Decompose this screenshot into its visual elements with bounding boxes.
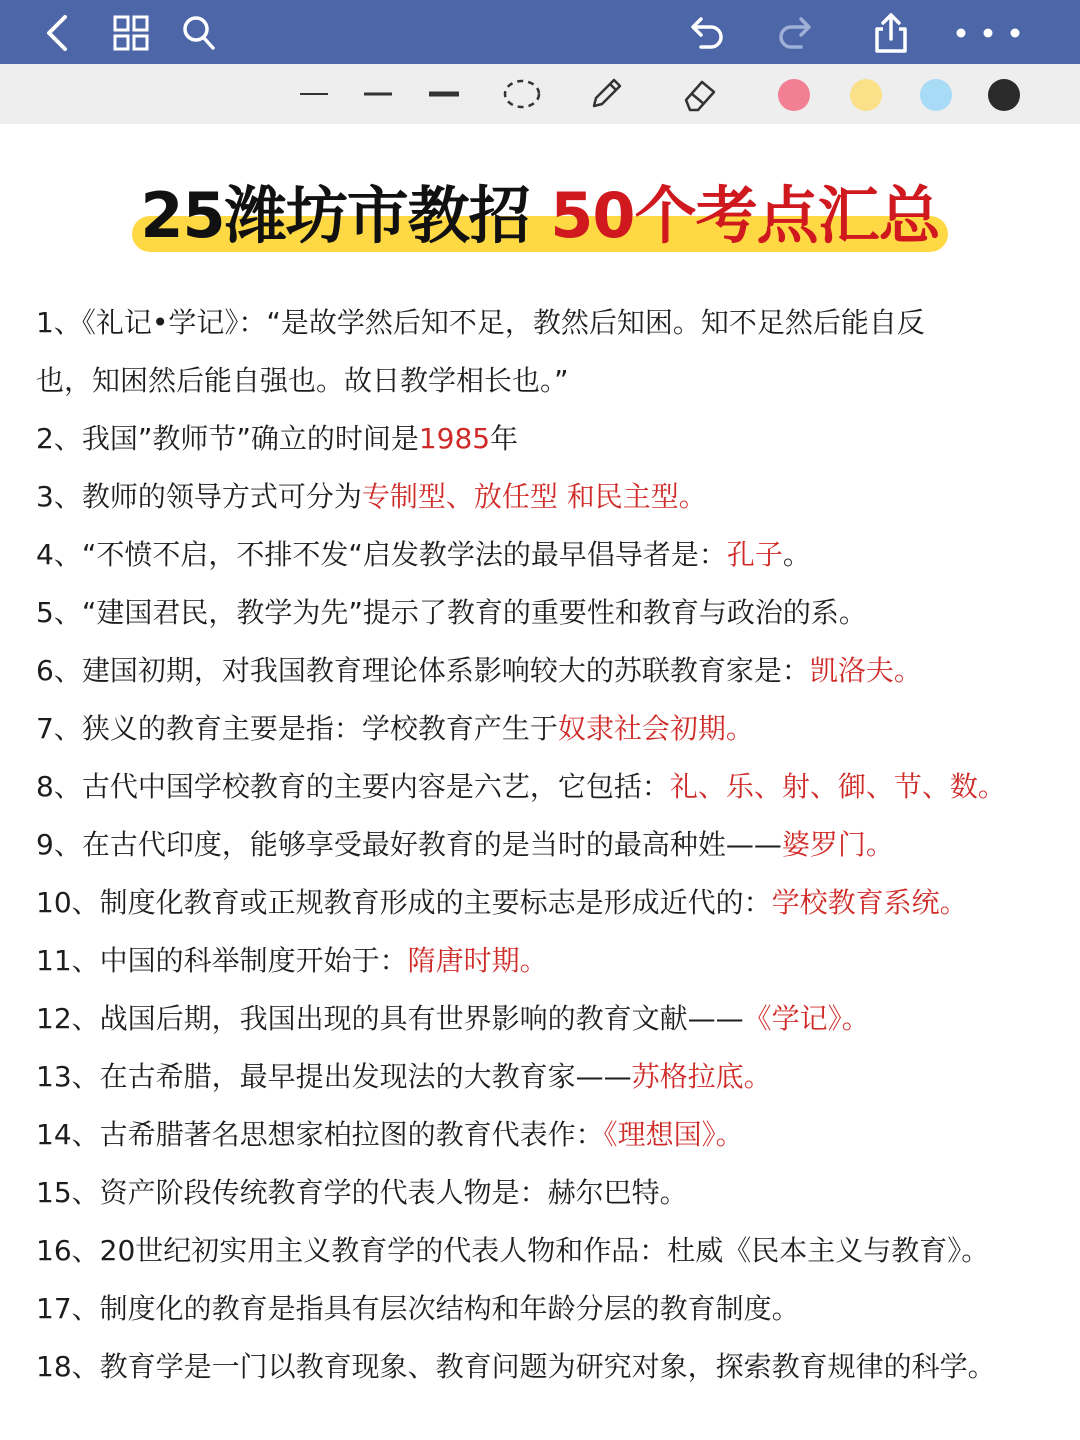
item-answer: 《学记》。 bbox=[743, 1002, 870, 1035]
list-item bbox=[36, 410, 1056, 468]
eraser-icon[interactable] bbox=[672, 70, 728, 118]
item-text: 也，知困然后能自强也。故日教学相长也。” bbox=[36, 364, 569, 397]
list-item bbox=[36, 294, 1056, 352]
drawing-toolbar bbox=[0, 64, 1080, 124]
grid-icon[interactable] bbox=[106, 8, 156, 58]
share-icon[interactable] bbox=[866, 8, 916, 58]
item-text: 1、《礼记•学记》：“是故学然后知不足，教然后知困。知不足然后能自反 bbox=[36, 306, 925, 339]
color-swatch-pink[interactable] bbox=[778, 79, 810, 111]
item-text: 12、战国后期，我国出现的具有世界影响的教育文献—— bbox=[36, 1002, 744, 1035]
list-item bbox=[36, 1164, 1056, 1222]
color-swatch-black[interactable] bbox=[988, 79, 1020, 111]
redo-icon[interactable] bbox=[772, 8, 822, 58]
list-item bbox=[36, 1048, 1056, 1106]
list-item bbox=[36, 700, 1056, 758]
list-item bbox=[36, 816, 1056, 874]
item-text: 9、在古代印度，能够享受最好教育的是当时的最高种姓—— bbox=[36, 828, 782, 861]
item-text: 17、制度化的教育是指具有层次结构和年龄分层的教育制度。 bbox=[36, 1292, 800, 1325]
item-text: 8、古代中国学校教育的主要内容是六艺，它包括： bbox=[36, 770, 670, 803]
list-item bbox=[36, 352, 1056, 410]
item-text: 3、教师的领导方式可分为 bbox=[36, 480, 362, 513]
list-item bbox=[36, 758, 1056, 816]
item-text: 13、在古希腊，最早提出发现法的大教育家—— bbox=[36, 1060, 632, 1093]
search-icon[interactable] bbox=[174, 8, 224, 58]
item-text: 5、“建国君民，教学为先”提示了教育的重要性和教育与政治的系。 bbox=[36, 596, 867, 629]
item-text: 2、我国”教师节”确立的时间是 bbox=[36, 422, 419, 455]
color-swatch-yellow[interactable] bbox=[850, 79, 882, 111]
item-answer: 礼、乐、射、御、节、数。 bbox=[669, 770, 1006, 803]
list-item bbox=[36, 1106, 1056, 1164]
top-navigation-bar bbox=[0, 0, 1080, 64]
title-part-red: 50个考点汇总 bbox=[550, 179, 940, 252]
item-answer: 婆罗门。 bbox=[781, 828, 894, 861]
undo-icon[interactable] bbox=[680, 8, 730, 58]
list-item bbox=[36, 990, 1056, 1048]
title-part-black: 25潍坊市教招 bbox=[140, 179, 530, 252]
color-swatch-blue[interactable] bbox=[920, 79, 952, 111]
back-icon[interactable] bbox=[32, 8, 82, 58]
item-answer: 孔子 bbox=[726, 538, 783, 571]
list-item bbox=[36, 1222, 1056, 1280]
pencil-icon[interactable] bbox=[578, 70, 634, 118]
item-answer: 苏格拉底。 bbox=[631, 1060, 772, 1093]
pen-thin-icon[interactable] bbox=[286, 70, 342, 118]
item-text: 16、20世纪初实用主义教育学的代表人物和作品：杜威《民本主义与教育》。 bbox=[36, 1234, 990, 1267]
item-answer: 《理想国》。 bbox=[603, 1118, 744, 1151]
list-item bbox=[36, 932, 1056, 990]
lasso-icon[interactable] bbox=[494, 70, 550, 118]
item-text: 18、教育学是一门以教育现象、教育问题为研究对象，探索教育规律的科学。 bbox=[36, 1350, 996, 1383]
pen-thick-icon[interactable] bbox=[416, 70, 472, 118]
item-answer: 1985 bbox=[418, 422, 491, 455]
item-text: 7、狭义的教育主要是指：学校教育产生于 bbox=[36, 712, 558, 745]
item-text: 6、建国初期，对我国教育理论体系影响较大的苏联教育家是： bbox=[36, 654, 810, 687]
page-title-block bbox=[0, 170, 1080, 270]
item-text: 11、中国的科举制度开始于： bbox=[36, 944, 408, 977]
item-text: 15、资产阶段传统教育学的代表人物是：赫尔巴特。 bbox=[36, 1176, 688, 1209]
item-answer: 学校教育系统。 bbox=[771, 886, 968, 919]
item-tail: 。 bbox=[782, 538, 811, 571]
list-item bbox=[36, 526, 1056, 584]
list-item bbox=[36, 468, 1056, 526]
list-item bbox=[36, 642, 1056, 700]
list-item bbox=[36, 1280, 1056, 1338]
item-answer: 奴隶社会初期。 bbox=[557, 712, 754, 745]
list-item bbox=[36, 1338, 1056, 1396]
pen-medium-icon[interactable] bbox=[350, 70, 406, 118]
item-answer: 隋唐时期。 bbox=[407, 944, 548, 977]
knowledge-point-list bbox=[36, 294, 1056, 1396]
more-icon[interactable] bbox=[950, 8, 1026, 58]
item-answer: 专制型、放任型 和民主型。 bbox=[361, 480, 707, 513]
item-text: 10、制度化教育或正规教育形成的主要标志是形成近代的： bbox=[36, 886, 772, 919]
item-text: 4、“不愤不启，不排不发“启发教学法的最早倡导者是： bbox=[36, 538, 727, 571]
list-item bbox=[36, 874, 1056, 932]
item-text: 14、古希腊著名思想家柏拉图的教育代表作： bbox=[36, 1118, 604, 1151]
item-tail: 年 bbox=[490, 422, 519, 455]
page-title bbox=[0, 170, 1080, 262]
item-answer: 凯洛夫。 bbox=[809, 654, 922, 687]
list-item bbox=[36, 584, 1056, 642]
